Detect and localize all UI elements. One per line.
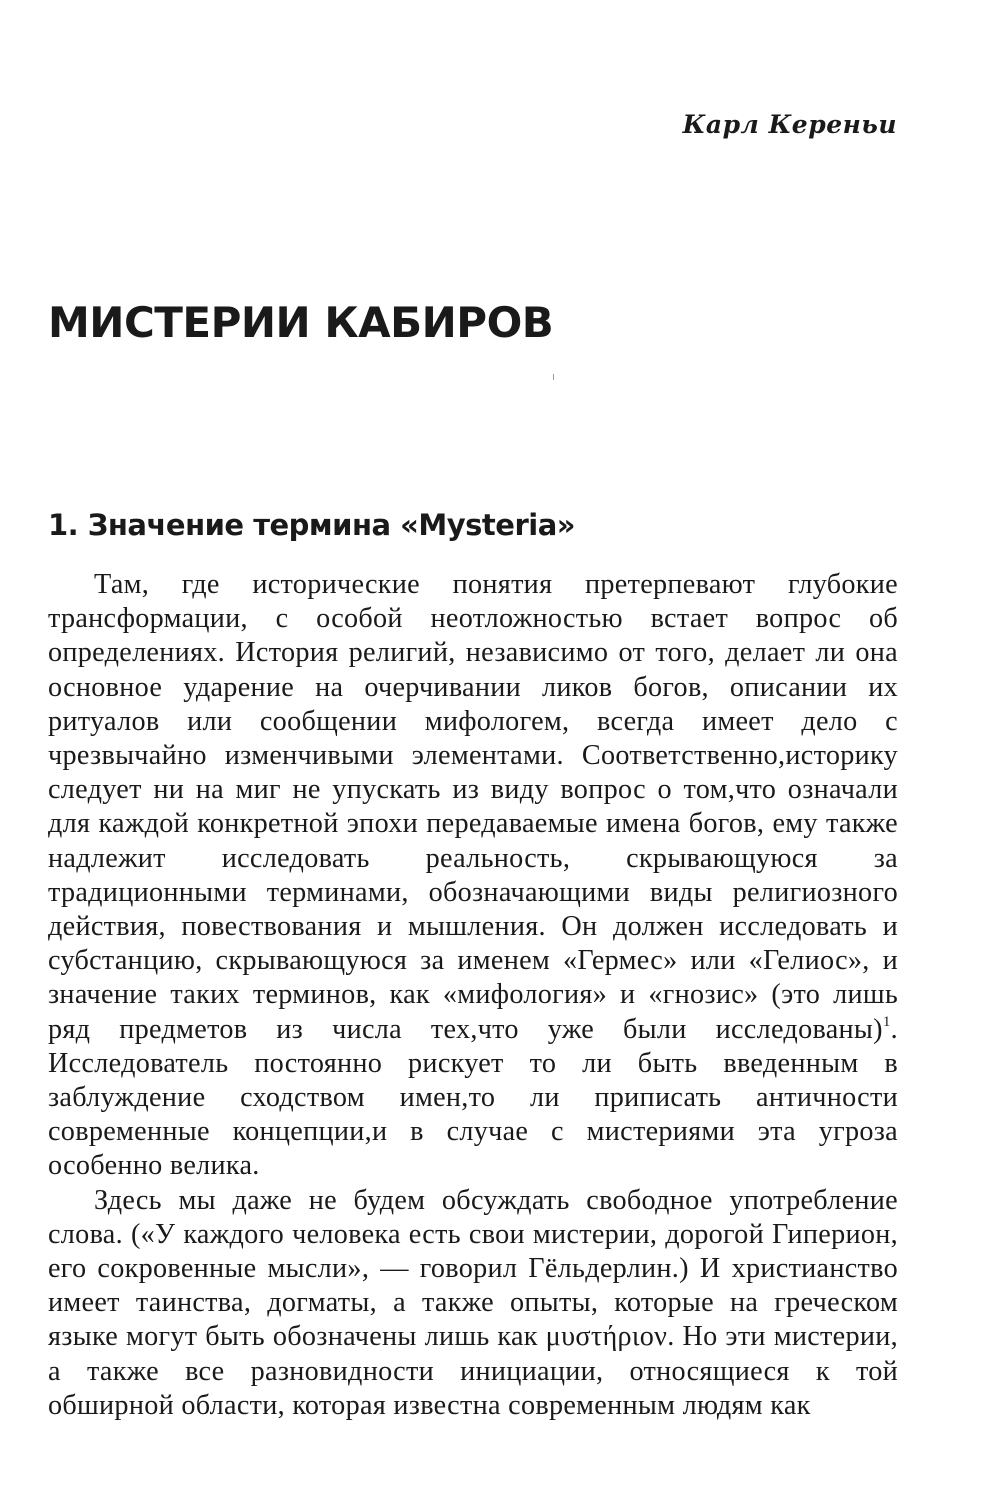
paragraph-2: Здесь мы даже не будем обсуждать свободное употребление слова. («У каждого человека есть свои мистерии, дорогой Гиперион, его сокровенные мысли», — говорил Гёльдерлин.) И христианство имеет таинства, догматы, а также опыты, которые на греческом языке могут быть обозначены лишь как μυστήριον. Но эти мистерии, а также все разновидности инициации, относящиеся к той обширной области, которая известна современным людям как: [48, 1184, 898, 1421]
body-text: [48, 568, 898, 1423]
chapter-title: МИСТЕРИИ КАБИРОВ: [48, 298, 554, 347]
section-heading: 1. Значение термина «Mysteria»: [48, 508, 575, 542]
running-header-author: Карл Кереньи: [682, 110, 897, 139]
paragraph-1-end: . Исследователь постоянно рискует то ли быть введенным в заблуждение сходством имен,то ли приписать античности современные концепции,и в случае с мистериями эта угроза особенно велика.: [48, 1013, 898, 1182]
paragraph-1-main: Там, где исторические понятия претерпевают глубокие трансформации, с особой неотложностью встает вопрос об определениях. История религий, независимо от того, делает ли она основное ударение на очерчивании ликов богов, описании их ритуалов или сообщении мифологем, всегда имеет дело с чрезвычайно изменчивыми элементами. Соответственно,историку следует ни на миг не упускать из виду вопрос о том,что означали для каждой конкретной эпохи передаваемые имена богов, ему также надлежит исследовать реальность, скрывающуюся за традиционными терминами, обозначающими виды религиозного действия, повествования и мышления. Он должен исследовать и субстанцию, скрывающуюся за именем «Гермес» или «Гелиос», и значение таких терминов, как «мифология» и «гнозис» (это лишь ряд предметов из числа тех,что уже были исследованы): [48, 569, 898, 1045]
paragraph-1: [48, 568, 898, 1184]
footnote-marker[interactable]: 1: [882, 1013, 891, 1030]
print-speck: [553, 374, 554, 380]
